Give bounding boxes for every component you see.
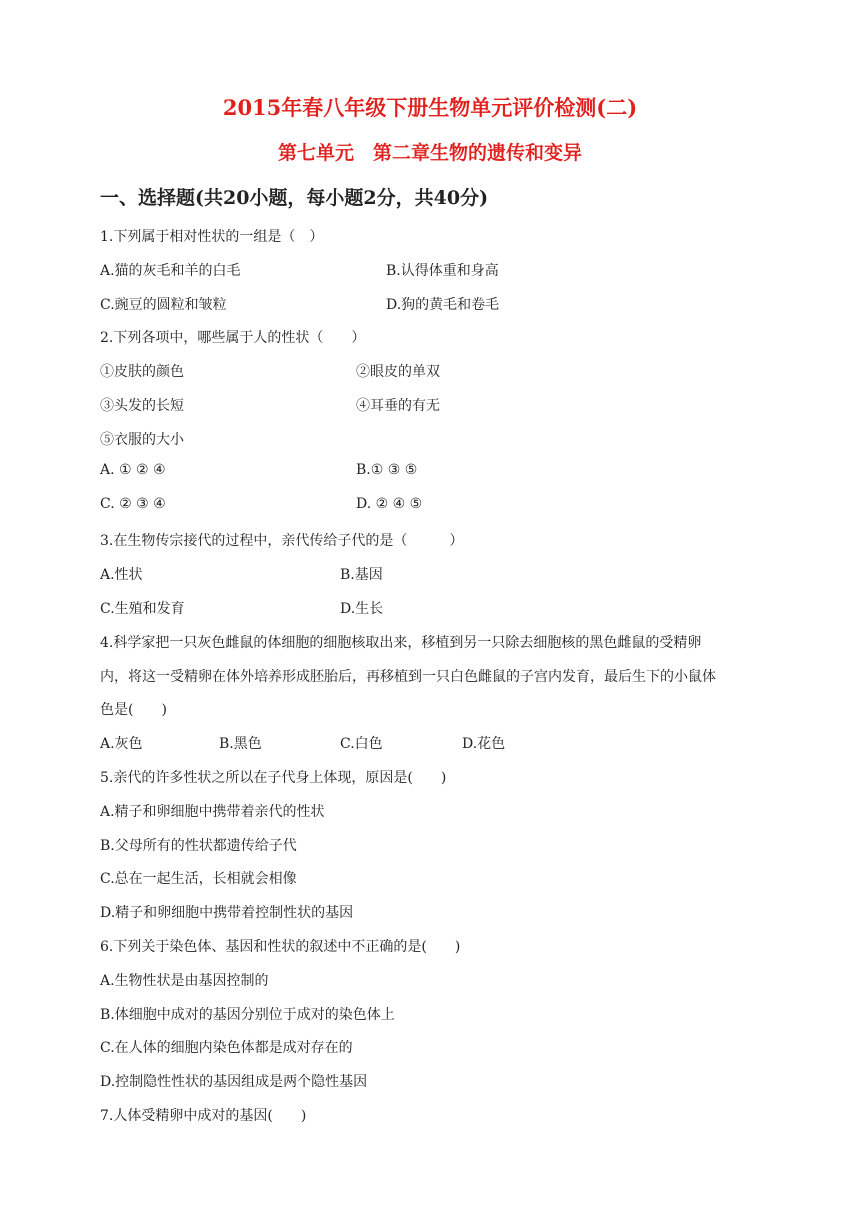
question-1-option-b: B.认得体重和身高 <box>386 263 499 279</box>
question-4-option-c: C.白色 <box>340 736 383 752</box>
question-5-option-b: B.父母所有的性状都遗传给子代 <box>100 838 297 854</box>
question-5-stem: 5.亲代的许多性状之所以在子代身上体现，原因是( ) <box>100 770 447 786</box>
question-5-option-d: D.精子和卵细胞中携带着控制性状的基因 <box>100 905 354 921</box>
question-4-stem-line-1: 4.科学家把一只灰色雌鼠的体细胞的细胞核取出来，移植到另一只除去细胞核的黑色雌鼠的受精卵 <box>100 635 702 651</box>
question-4-option-d: D.花色 <box>462 736 506 752</box>
question-6-option-a: A.生物性状是由基因控制的 <box>100 973 269 989</box>
question-2-item-5: ⑤衣服的大小 <box>100 432 184 448</box>
question-7-stem: 7.人体受精卵中成对的基因( ) <box>100 1108 307 1124</box>
question-1-option-a: A.猫的灰毛和羊的白毛 <box>100 263 241 279</box>
question-2-item-1: ①皮肤的颜色 <box>100 364 184 380</box>
question-1-option-c: C.豌豆的圆粒和皱粒 <box>100 297 227 313</box>
page-subtitle: 第七单元 第二章生物的遗传和变异 <box>277 142 582 164</box>
question-1-option-d: D.狗的黄毛和卷毛 <box>386 297 500 313</box>
question-4-stem-line-2: 内，将这一受精卵在体外培养形成胚胎后，再移植到一只白色雌鼠的子宫内发育，最后生下的小鼠体 <box>100 669 716 685</box>
question-2-item-3: ③头发的长短 <box>100 398 184 414</box>
question-6-option-b: B.体细胞中成对的基因分别位于成对的染色体上 <box>100 1007 395 1023</box>
question-2-item-4: ④耳垂的有无 <box>356 398 440 414</box>
question-4-stem-line-3: 色是( ) <box>100 702 167 718</box>
question-5-option-a: A.精子和卵细胞中携带着亲代的性状 <box>100 804 325 820</box>
question-3-option-a: A.性状 <box>100 567 143 583</box>
page-title: 2015年春八年级下册生物单元评价检测(二) <box>222 95 638 120</box>
question-6-option-d: D.控制隐性性状的基因组成是两个隐性基因 <box>100 1074 368 1090</box>
question-3-stem: 3.在生物传宗接代的过程中，亲代传给子代的是（ ） <box>100 533 464 549</box>
question-4-option-a: A.灰色 <box>100 736 143 752</box>
question-2-option-b: B.① ③ ⑤ <box>356 462 418 478</box>
question-1-stem: 1.下列属于相对性状的一组是（ ） <box>100 229 324 245</box>
question-3-option-d: D.生长 <box>340 601 384 617</box>
question-3-option-b: B.基因 <box>340 567 383 583</box>
question-5-option-c: C.总在一起生活，长相就会相像 <box>100 871 297 887</box>
question-6-stem: 6.下列关于染色体、基因和性状的叙述中不正确的是( ) <box>100 939 461 955</box>
question-2-option-c: C. ② ③ ④ <box>100 496 166 512</box>
question-2-option-a: A. ① ② ④ <box>100 462 166 478</box>
question-4-option-b: B.黑色 <box>219 736 262 752</box>
section-heading: 一、选择题(共20小题，每小题2分，共40分) <box>100 187 489 209</box>
question-6-option-c: C.在人体的细胞内染色体都是成对存在的 <box>100 1040 353 1056</box>
question-3-option-c: C.生殖和发育 <box>100 601 185 617</box>
question-2-stem: 2.下列各项中，哪些属于人的性状（ ） <box>100 330 366 346</box>
question-2-item-2: ②眼皮的单双 <box>356 364 440 380</box>
question-2-option-d: D. ② ④ ⑤ <box>356 496 423 512</box>
